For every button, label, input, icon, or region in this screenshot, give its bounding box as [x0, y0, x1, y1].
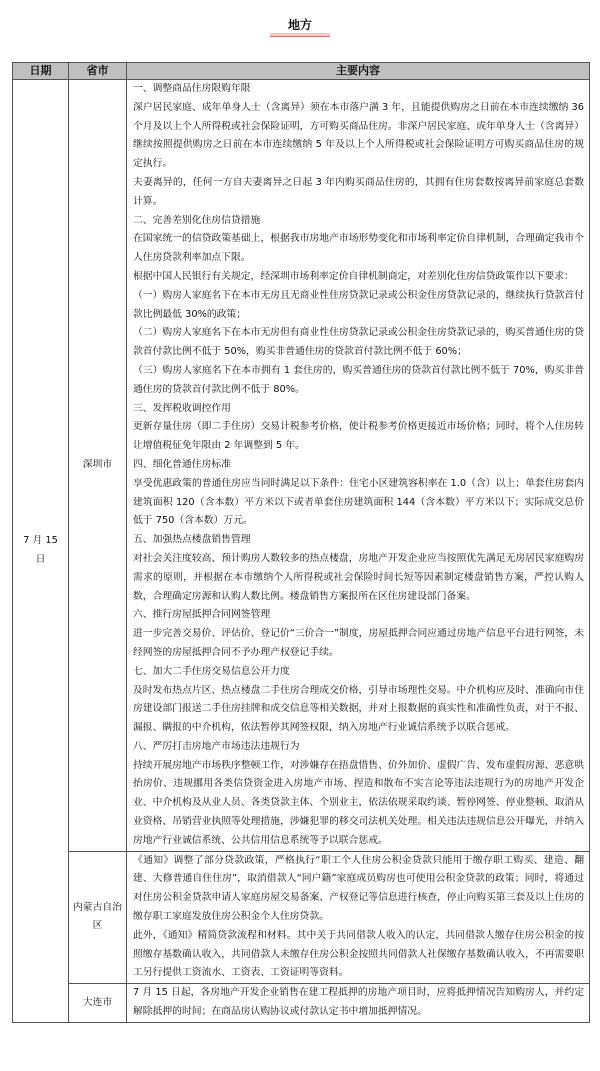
content-paragraph: （二）购房人家庭名下在本市无房但有商业性住房贷款记录或公积金住房贷款记录的，购买普通住房的贷款首付款比例不低于 50%，购买非普通住房的贷款首付款比例不低于 60%； — [133, 327, 584, 358]
content-paragraph: 四、细化普通住房标准 — [133, 458, 231, 470]
content-paragraph: 7 月 15 日起，各房地产开发企业销售在建工程抵押的房地产项目时，应将抵押情况告知购房人，并约定解除抵押的时间；在商品房认购协议或付款认定书中增加抵押情况。 — [133, 987, 584, 1018]
content-paragraph: 深户居民家庭、成年单身人士（含离异）须在本市落户满 3 年，且能提供购房之日前在本市连续缴纳 36 个月及以上个人所得税或社会保险证明，方可购买商品住房。非深户居民家庭、成年单身人士（含离异）继续按照提供购房之日前在本市连续缴纳 5 年及以上个人所得税或社会保险证明方可购买商品住房的规定执行。 — [133, 101, 584, 170]
column-header-city: 省市 — [69, 63, 127, 80]
content-paragraph: 对社会关注度较高、预计购房人数较多的热点楼盘，房地产开发企业应当按照优先满足无房居民家庭购房需求的原则，并根据在本市缴纳个人所得税或社会保险时间长短等因素制定楼盘销售方案，严控认购人数，合理确定房源和认购人数比例。楼盘销售方案报所在区住房建设部门备案。 — [133, 552, 584, 602]
content-paragraph: 五、加强热点楼盘销售管理 — [133, 534, 251, 546]
content-cell-dalian — [127, 984, 590, 1023]
content-paragraph: 进一步完善交易价、评估价、登记价“三价合一”制度，房屋抵押合同应通过房地产信息平台进行网签，未经网签的房屋抵押合同不予办理产权登记手续。 — [133, 628, 585, 658]
city-cell-dalian: 大连市 — [69, 984, 127, 1023]
content-paragraph: 此外，《通知》精简贷款流程和材料。其中关于共同借款人收入的认定，共同借款人缴存住房公积金的按照缴存基数确认收入，共同借款人未缴存住房公积金按照共同借款人社保缴存基数确认收入，不再需要职工另行提供工资流水、工资表、工资证明等资料。 — [133, 929, 584, 979]
column-header-content: 主要内容 — [127, 63, 590, 80]
date-cell: 7 月 15 日 — [13, 80, 69, 1023]
table-row-inner-mongolia — [13, 851, 590, 984]
content-paragraph: 根据中国人民银行有关规定，经深圳市场利率定价自律机制商定，对差别化住房信贷政策作以下要求： — [133, 270, 574, 282]
page-title: 地方 — [287, 18, 312, 32]
content-paragraph: 夫妻离异的，任何一方自夫妻离异之日起 3 年内购买商品住房的，其拥有住房套数按离异前家庭总套数计算。 — [133, 176, 584, 207]
content-cell-inner-mongolia — [127, 851, 590, 984]
content-paragraph: 七、加大二手住房交易信息公开力度 — [133, 665, 290, 677]
table-row-dalian — [13, 984, 590, 1023]
city-cell-inner-mongolia: 内蒙古自治区 — [69, 851, 127, 984]
content-paragraph: 二、完善差别化住房信贷措施 — [133, 214, 261, 226]
policy-table — [12, 62, 590, 1023]
content-paragraph: 更新存量住房（即二手住房）交易计税参考价格，使计税参考价格更接近市场价格；同时，将个人住房转让增值税征免年限由 2 年调整到 5 年。 — [133, 421, 584, 452]
city-cell-shenzhen: 深圳市 — [69, 80, 127, 852]
table-header-row — [13, 63, 590, 80]
content-paragraph: 在国家统一的信贷政策基础上，根据我市房地产市场形势变化和市场利率定价自律机制，合理确定我市个人住房贷款利率加点下限。 — [133, 233, 584, 264]
column-header-date: 日期 — [13, 63, 69, 80]
content-paragraph: （三）购房人家庭名下在本市拥有 1 套住房的，购买普通住房的贷款首付款比例不低于 70%，购买非普通住房的贷款首付款比例不低于 80%。 — [133, 364, 584, 395]
content-paragraph: 《通知》调整了部分贷款政策，严格执行“职工个人住房公积金贷款只能用于缴存职工购买、建造、翻建、大修普通自住住房”，取消借款人“同户籍”家庭成员购房也可使用公积金贷款的政策；同时，将通过对住房公积金贷款申请人家庭房屋交易备案、产权登记等信息进行核查，停止向购买第三套及以上住房的缴存职工家庭发放住房公积金个人住房贷款。 — [133, 854, 584, 923]
content-paragraph: 及时发布热点片区、热点楼盘二手住房合理成交价格，引导市场理性交易。中介机构应及时、准确向市住房建设部门报送二手住房挂牌和成交信息等相关数据，并对上报数据的真实性和准确性负责，对于不报、漏报、瞒报的中介机构，依法暂停其网签权限，纳入房地产行业诚信系统予以联合惩戒。 — [133, 684, 584, 734]
table-row-shenzhen — [13, 80, 590, 852]
title-underline — [270, 33, 330, 37]
content-paragraph: 六、推行房屋抵押合同网签管理 — [133, 609, 271, 621]
content-paragraph: 享受优惠政策的普通住房应当同时满足以下条件：住宅小区建筑容积率在 1.0（含）以上；单套住房套内建筑面积 120（含本数）平方米以下或者单套住房建筑面积 144（含本数）平方米以下；实际成交总价低于 750（含本数）万元。 — [133, 477, 584, 527]
content-paragraph: 八、严厉打击房地产市场违法违规行为 — [133, 740, 300, 752]
content-paragraph: 持续开展房地产市场秩序整顿工作，对涉嫌存在捂盘惜售、价外加价、虚假广告、发布虚假房源、恶意哄抬房价、违规挪用各类信贷资金进入房地产市场、捏造和散布不实言论等违法违规行为的房地产开发企业、中介机构及从业人员、各类贷款主体、个别业主，依法依规采取约谈、暂停网签、停业整顿、取消从业资格、吊销营业执照等处理措施，涉嫌犯罪的移交司法机关处理。相关违法违规信息公开曝光，并纳入房地产行业诚信系统、公共信用信息系统等予以联合惩戒。 — [133, 759, 584, 846]
content-paragraph: 三、发挥税收调控作用 — [133, 402, 231, 414]
content-cell-shenzhen — [127, 80, 590, 852]
content-paragraph: 一、调整商品住房限购年限 — [133, 83, 251, 94]
content-paragraph: （一）购房人家庭名下在本市无房且无商业性住房贷款记录或公积金住房贷款记录的，继续执行贷款首付款比例最低 30%的政策； — [133, 289, 584, 320]
